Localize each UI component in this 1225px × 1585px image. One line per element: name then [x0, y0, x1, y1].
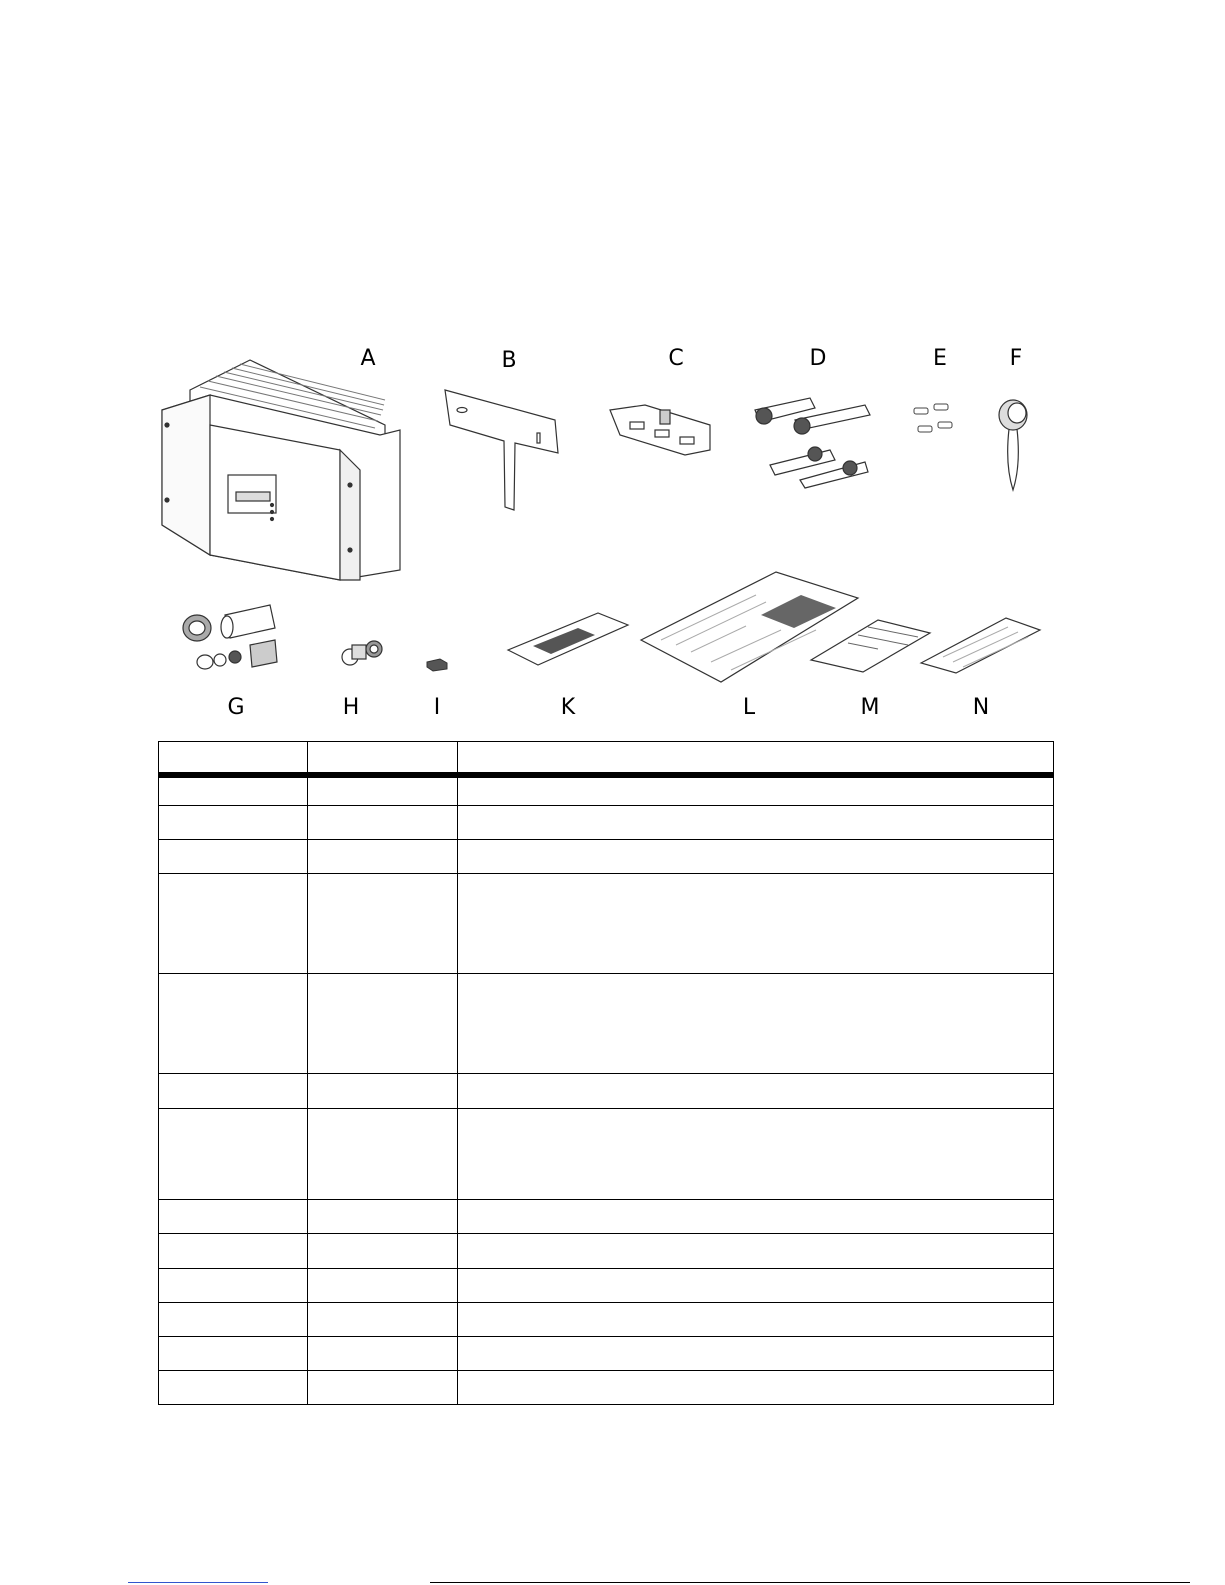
wall-bracket-illustration: [440, 385, 565, 525]
table-row: [159, 1234, 1054, 1269]
manual-booklet-illustration: [503, 610, 633, 670]
table-row: [159, 1109, 1054, 1200]
table-row: [159, 874, 1054, 974]
part-label-D: D: [809, 346, 827, 371]
part-label-B: B: [501, 348, 517, 373]
header-cell-object: [159, 742, 308, 775]
part-label-F: F: [1009, 346, 1023, 371]
part-label-A: A: [360, 346, 376, 371]
part-label-M: M: [860, 695, 880, 720]
part-label-I: I: [433, 695, 441, 720]
footer-link-underline: [128, 1582, 268, 1583]
part-label-N: N: [972, 695, 990, 720]
header-cell-quantity: [308, 742, 458, 775]
table-row: [159, 1074, 1054, 1109]
table-row: [159, 806, 1054, 840]
dc-connectors-illustration: [750, 390, 875, 490]
jumper-illustration: [425, 657, 450, 672]
part-label-E: E: [933, 346, 947, 371]
table-row: [159, 1303, 1054, 1337]
mounting-rail-illustration: [605, 400, 715, 460]
table-row: [159, 1200, 1054, 1234]
inverter-illustration: [150, 355, 410, 590]
part-label-G: G: [227, 695, 245, 720]
table-row: [159, 974, 1054, 1074]
part-label-H: H: [342, 695, 360, 720]
table-row: [159, 775, 1054, 806]
part-label-K: K: [560, 695, 576, 720]
part-label-C: C: [668, 346, 684, 371]
screws-illustration: [910, 400, 955, 440]
part-label-L: L: [742, 695, 756, 720]
gland-set-illustration: [338, 635, 388, 670]
scope-of-delivery-table: [158, 741, 1054, 1405]
table-row: [159, 1269, 1054, 1303]
table-header-row: [159, 742, 1054, 775]
footer-rule: [430, 1582, 1190, 1583]
supplementary-sheet-illustration: [808, 615, 933, 675]
certificate-sheet-illustration: [918, 615, 1043, 675]
table-row: [159, 1337, 1054, 1371]
table-row: [159, 840, 1054, 874]
protective-cap-illustration: [995, 395, 1040, 495]
header-cell-description: [458, 742, 1054, 775]
cable-gland-illustration: [175, 600, 285, 680]
table-row: [159, 1371, 1054, 1405]
